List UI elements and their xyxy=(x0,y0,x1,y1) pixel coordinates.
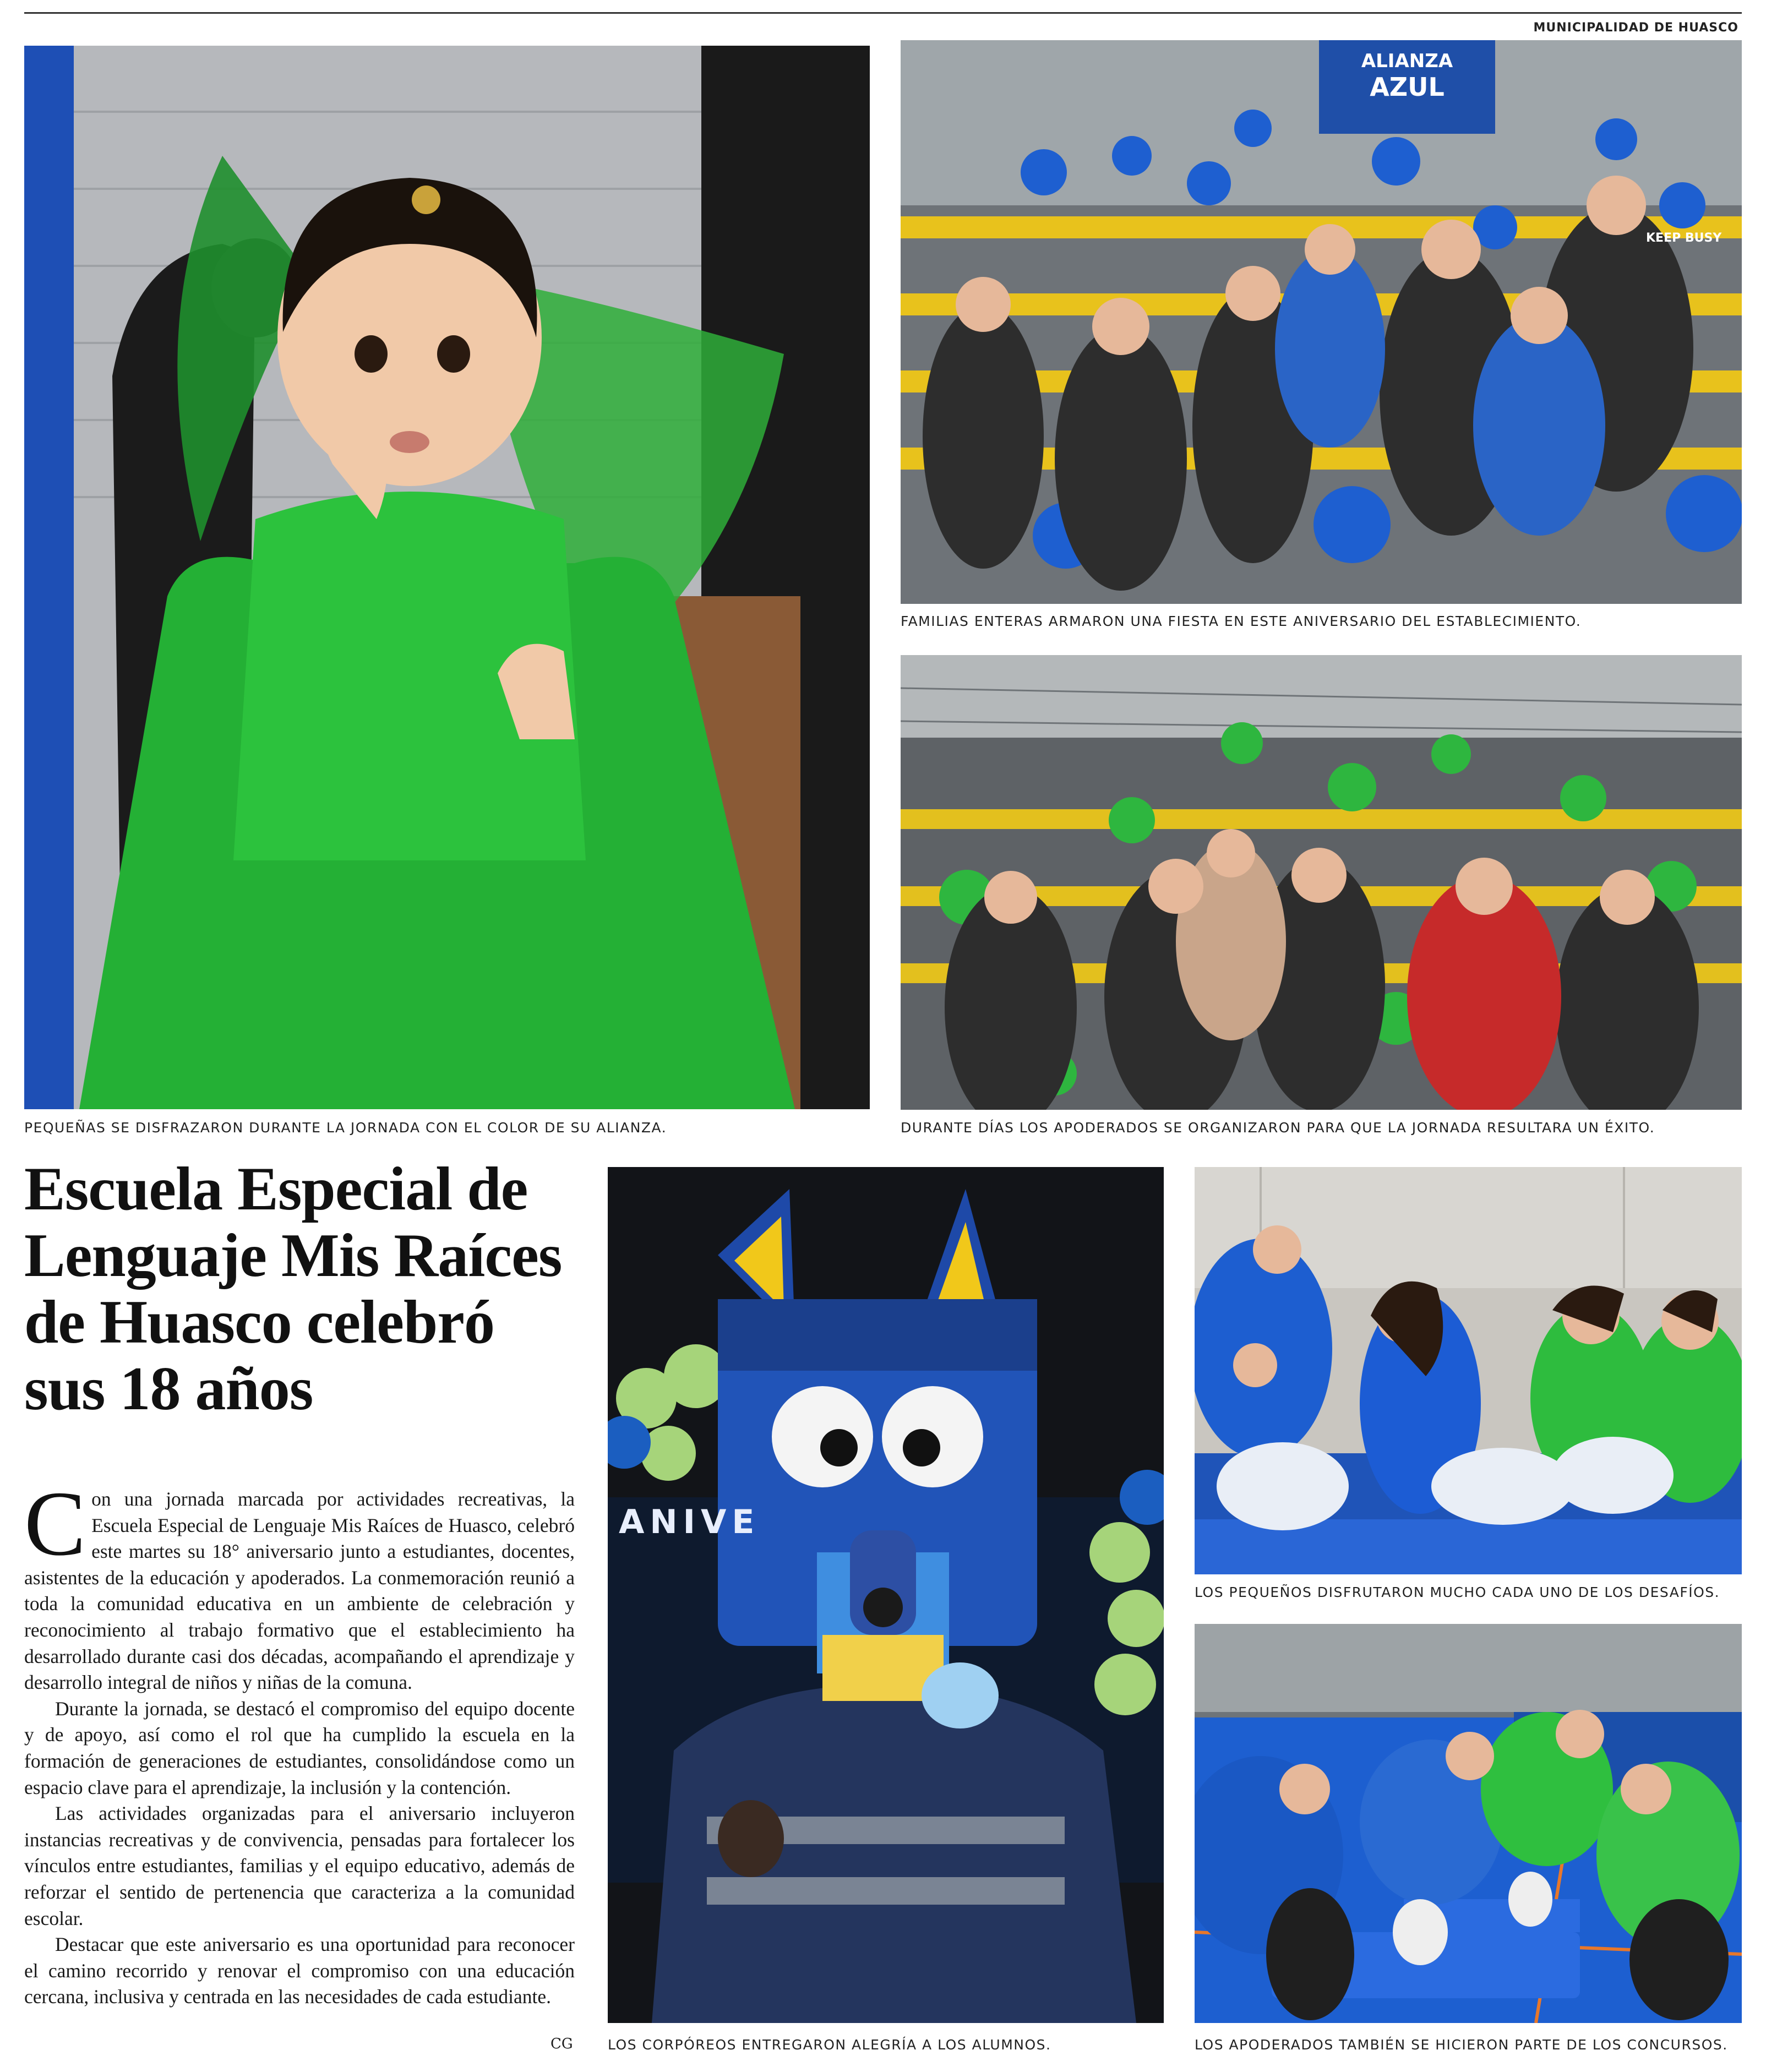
aniv-text: ANIVE xyxy=(619,1503,760,1541)
article-paragraph-2: Durante la jornada, se destacó el compromiso del equipo docente y de apoyo, así como el rol que ha cumplido la escuela en la formación de generaciones de estudiantes, consolidándose como un espacio clave para el aprendizaje, la inclusión y la contención. xyxy=(24,1697,575,1798)
banner-line-2: AZUL xyxy=(1370,72,1445,102)
article-paragraph-3: Las actividades organizadas para el aniversario incluyeron instancias recreativas y de convivencia, pensadas para fortalecer los vínculos entre estudiantes, familias y el equipo educativo, además de reforzar el sentido de pertenencia que caracteriza a la comunidad escolar. xyxy=(24,1802,575,1929)
photo-kids-challenges xyxy=(1195,1167,1742,1574)
photo-caption-2: FAMILIAS ENTERAS ARMARON UNA FIESTA EN ESTE ANIVERSARIO DEL ESTABLECIMIENTO. xyxy=(901,613,1582,629)
end-mark: CG xyxy=(550,2036,573,2052)
top-rule xyxy=(24,12,1742,14)
photo-caption-5: LOS PEQUEÑOS DISFRUTARON MUCHO CADA UNO DE LOS DESAFÍOS. xyxy=(1195,1584,1720,1600)
article-body xyxy=(24,1473,575,2010)
article-paragraph-4: Destacar que este aniversario es una oportunidad para reconocer el camino recorrido y renovar el compromiso con una educación cercana, inclusiva y centrada en las necesidades de cada estudiante. xyxy=(24,1933,575,2008)
paragraph-1-text: on una jornada marcada por actividades recreativas, la Escuela Especial de Lenguaje Mis Raíces de Huasco, celebró este martes su 18° aniversario junto a estudiantes, docentes, asistentes de la educación y apoderados. La conmemoración reunió a toda la comunidad educativa en un ambiente de celebración y reconocimiento al trabajo formativo que el establecimiento ha desarrollado durante casi dos décadas, acompañando el aprendizaje y desarrollo integral de niños y niñas de la comuna. xyxy=(24,1488,575,1694)
photo-caption-6: LOS APODERADOS TAMBIÉN SE HICIERON PARTE DE LOS CONCURSOS. xyxy=(1195,2037,1728,2053)
shirt-text: KEEP BUSY xyxy=(1646,231,1722,245)
banner-line-1: ALIANZA xyxy=(1361,50,1453,72)
section-label: MUNICIPALIDAD DE HUASCO xyxy=(1533,21,1738,35)
photo-caption-3: DURANTE DÍAS LOS APODERADOS SE ORGANIZARON PARA QUE LA JORNADA RESULTARA UN ÉXITO. xyxy=(901,1120,1655,1136)
photo-girl-fairy xyxy=(24,46,870,1109)
photo-caption-1: PEQUEÑAS SE DISFRAZARON DURANTE LA JORNADA CON EL COLOR DE SU ALIANZA. xyxy=(24,1120,667,1136)
photo-parents-contests xyxy=(1195,1624,1742,2023)
photo-costume-character xyxy=(608,1167,1164,2023)
photo-families-green xyxy=(901,655,1742,1110)
dropcap: C xyxy=(24,1473,86,1575)
photo-caption-4: LOS CORPÓREOS ENTREGARON ALEGRÍA A LOS ALUMNOS. xyxy=(608,2037,1051,2053)
article-headline: Escuela Especial de Lenguaje Mis Raíces de Huasco celebró sus 18 años xyxy=(24,1155,562,1423)
photo-banner-overlay xyxy=(1319,40,1495,134)
article-paragraph-1 xyxy=(24,1473,575,1696)
